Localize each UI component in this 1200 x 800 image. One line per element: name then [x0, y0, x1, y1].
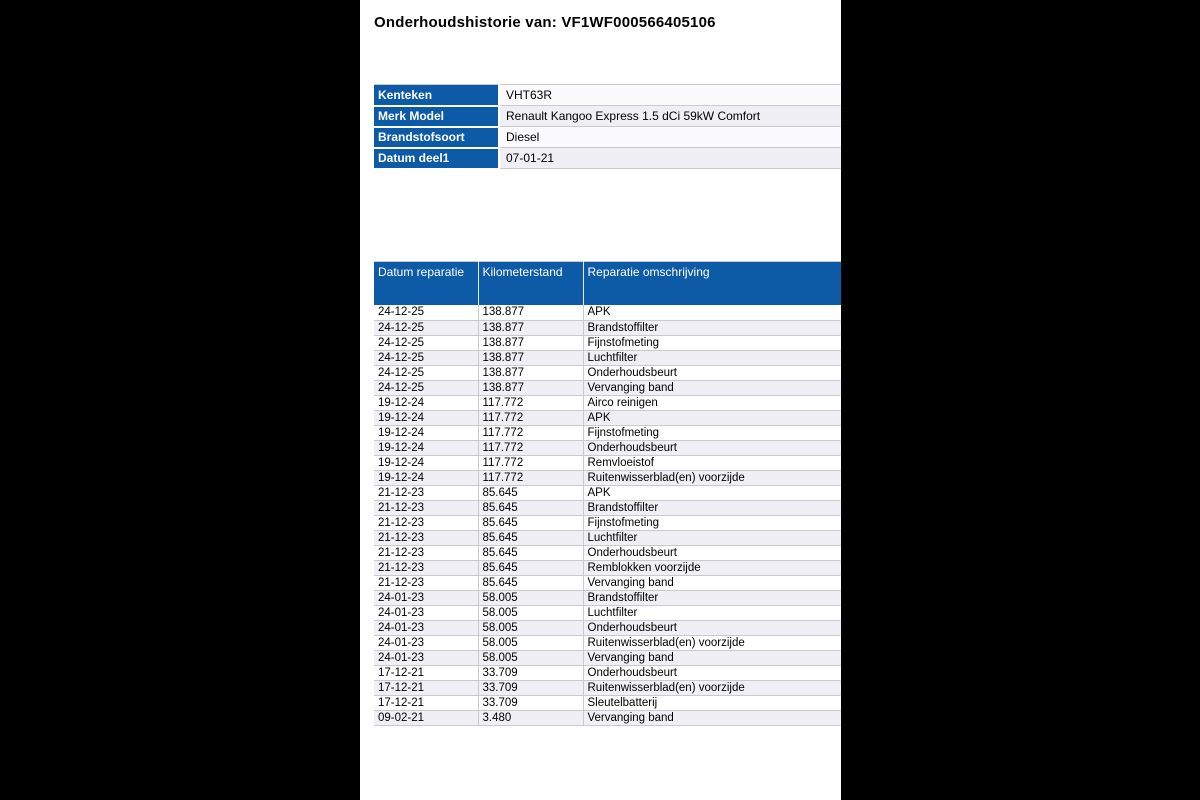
- repair-date-cell: 17-12-21: [374, 680, 478, 695]
- odometer-cell: 117.772: [478, 470, 583, 485]
- description-cell: Brandstoffilter: [583, 590, 841, 605]
- vehicle-info-row: [374, 127, 841, 148]
- description-cell: Onderhoudsbeurt: [583, 665, 841, 680]
- description-cell: Vervanging band: [583, 380, 841, 395]
- table-row: [374, 695, 841, 710]
- repair-date-cell: 24-12-25: [374, 305, 478, 320]
- odometer-cell: 85.645: [478, 530, 583, 545]
- repair-date-cell: 17-12-21: [374, 695, 478, 710]
- odometer-cell: 85.645: [478, 515, 583, 530]
- description-cell: Ruitenwisserblad(en) voorzijde: [583, 470, 841, 485]
- table-row: [374, 665, 841, 680]
- description-cell: Onderhoudsbeurt: [583, 440, 841, 455]
- odometer-cell: 117.772: [478, 455, 583, 470]
- repair-date-cell: 21-12-23: [374, 500, 478, 515]
- description-cell: Onderhoudsbeurt: [583, 545, 841, 560]
- vehicle-info-label: Brandstofsoort: [374, 127, 499, 148]
- vehicle-info-row: [374, 106, 841, 127]
- table-row: [374, 575, 841, 590]
- vehicle-info-row: [374, 148, 841, 169]
- table-row: [374, 515, 841, 530]
- odometer-cell: 138.877: [478, 305, 583, 320]
- table-row: [374, 365, 841, 380]
- description-cell: Airco reinigen: [583, 395, 841, 410]
- odometer-cell: 117.772: [478, 425, 583, 440]
- history-header-row: [374, 261, 841, 305]
- table-row: [374, 455, 841, 470]
- description-cell: Ruitenwisserblad(en) voorzijde: [583, 635, 841, 650]
- odometer-cell: 138.877: [478, 380, 583, 395]
- odometer-cell: 85.645: [478, 485, 583, 500]
- table-row: [374, 545, 841, 560]
- odometer-cell: 85.645: [478, 575, 583, 590]
- odometer-cell: 58.005: [478, 620, 583, 635]
- repair-date-cell: 21-12-23: [374, 575, 478, 590]
- history-header: [374, 261, 841, 305]
- repair-date-cell: 21-12-23: [374, 545, 478, 560]
- description-cell: Fijnstofmeting: [583, 515, 841, 530]
- table-row: [374, 305, 841, 320]
- description-cell: Ruitenwisserblad(en) voorzijde: [583, 680, 841, 695]
- odometer-cell: 117.772: [478, 395, 583, 410]
- description-cell: Onderhoudsbeurt: [583, 620, 841, 635]
- repair-date-cell: 24-01-23: [374, 620, 478, 635]
- table-row: [374, 560, 841, 575]
- odometer-cell: 33.709: [478, 665, 583, 680]
- repair-date-cell: 19-12-24: [374, 410, 478, 425]
- description-cell: APK: [583, 305, 841, 320]
- table-row: [374, 425, 841, 440]
- odometer-cell: 58.005: [478, 650, 583, 665]
- repair-date-cell: 19-12-24: [374, 395, 478, 410]
- description-cell: Fijnstofmeting: [583, 425, 841, 440]
- repair-date-cell: 24-12-25: [374, 365, 478, 380]
- description-cell: APK: [583, 485, 841, 500]
- repair-date-cell: 24-01-23: [374, 590, 478, 605]
- repair-date-cell: 21-12-23: [374, 515, 478, 530]
- vehicle-info-label: Merk Model: [374, 106, 499, 127]
- odometer-cell: 138.877: [478, 350, 583, 365]
- odometer-cell: 33.709: [478, 695, 583, 710]
- description-cell: Fijnstofmeting: [583, 335, 841, 350]
- column-header-repair-date: Datum reparatie: [374, 261, 478, 305]
- vehicle-info-value: VHT63R: [499, 85, 841, 106]
- table-row: [374, 500, 841, 515]
- table-row: [374, 395, 841, 410]
- table-row: [374, 680, 841, 695]
- description-cell: Onderhoudsbeurt: [583, 365, 841, 380]
- repair-date-cell: 24-12-25: [374, 350, 478, 365]
- repair-date-cell: 19-12-24: [374, 470, 478, 485]
- document-page: [360, 0, 841, 800]
- repair-date-cell: 21-12-23: [374, 485, 478, 500]
- table-row: [374, 635, 841, 650]
- description-cell: Vervanging band: [583, 575, 841, 590]
- table-row: [374, 590, 841, 605]
- description-cell: Brandstoffilter: [583, 320, 841, 335]
- description-cell: Brandstoffilter: [583, 500, 841, 515]
- table-row: [374, 530, 841, 545]
- history-body: [374, 305, 841, 725]
- vehicle-info-value: Renault Kangoo Express 1.5 dCi 59kW Comfort: [499, 106, 841, 127]
- table-row: [374, 335, 841, 350]
- odometer-cell: 58.005: [478, 605, 583, 620]
- repair-date-cell: 17-12-21: [374, 665, 478, 680]
- vehicle-info-row: [374, 85, 841, 106]
- repair-date-cell: 24-12-25: [374, 320, 478, 335]
- vehicle-info-label: Datum deel1: [374, 148, 499, 169]
- odometer-cell: 85.645: [478, 500, 583, 515]
- repair-date-cell: 19-12-24: [374, 425, 478, 440]
- odometer-cell: 85.645: [478, 560, 583, 575]
- table-row: [374, 410, 841, 425]
- vehicle-info-value: 07-01-21: [499, 148, 841, 169]
- maintenance-history-table: [374, 261, 841, 726]
- description-cell: APK: [583, 410, 841, 425]
- odometer-cell: 33.709: [478, 680, 583, 695]
- table-row: [374, 710, 841, 725]
- repair-date-cell: 19-12-24: [374, 440, 478, 455]
- table-row: [374, 620, 841, 635]
- odometer-cell: 138.877: [478, 320, 583, 335]
- vehicle-info-table: [374, 84, 841, 170]
- description-cell: Remvloeistof: [583, 455, 841, 470]
- odometer-cell: 117.772: [478, 440, 583, 455]
- table-row: [374, 380, 841, 395]
- repair-date-cell: 24-01-23: [374, 650, 478, 665]
- vehicle-info-value: Diesel: [499, 127, 841, 148]
- odometer-cell: 138.877: [478, 335, 583, 350]
- odometer-cell: 117.772: [478, 410, 583, 425]
- repair-date-cell: 09-02-21: [374, 710, 478, 725]
- odometer-cell: 58.005: [478, 635, 583, 650]
- table-row: [374, 320, 841, 335]
- table-row: [374, 440, 841, 455]
- odometer-cell: 85.645: [478, 545, 583, 560]
- repair-date-cell: 21-12-23: [374, 560, 478, 575]
- description-cell: Luchtfilter: [583, 530, 841, 545]
- description-cell: Vervanging band: [583, 650, 841, 665]
- table-row: [374, 485, 841, 500]
- page-title: Onderhoudshistorie van: VF1WF000566405106: [374, 14, 716, 31]
- vehicle-info-label: Kenteken: [374, 85, 499, 106]
- table-row: [374, 650, 841, 665]
- description-cell: Sleutelbatterij: [583, 695, 841, 710]
- vehicle-info-body: [374, 85, 841, 169]
- column-header-odometer: Kilometerstand: [478, 261, 583, 305]
- odometer-cell: 58.005: [478, 590, 583, 605]
- description-cell: Remblokken voorzijde: [583, 560, 841, 575]
- repair-date-cell: 21-12-23: [374, 530, 478, 545]
- repair-date-cell: 24-01-23: [374, 635, 478, 650]
- repair-date-cell: 19-12-24: [374, 455, 478, 470]
- table-row: [374, 470, 841, 485]
- repair-date-cell: 24-12-25: [374, 335, 478, 350]
- odometer-cell: 138.877: [478, 365, 583, 380]
- description-cell: Luchtfilter: [583, 350, 841, 365]
- table-row: [374, 605, 841, 620]
- description-cell: Vervanging band: [583, 710, 841, 725]
- table-row: [374, 350, 841, 365]
- odometer-cell: 3.480: [478, 710, 583, 725]
- repair-date-cell: 24-12-25: [374, 380, 478, 395]
- description-cell: Luchtfilter: [583, 605, 841, 620]
- repair-date-cell: 24-01-23: [374, 605, 478, 620]
- column-header-description: Reparatie omschrijving: [583, 261, 841, 305]
